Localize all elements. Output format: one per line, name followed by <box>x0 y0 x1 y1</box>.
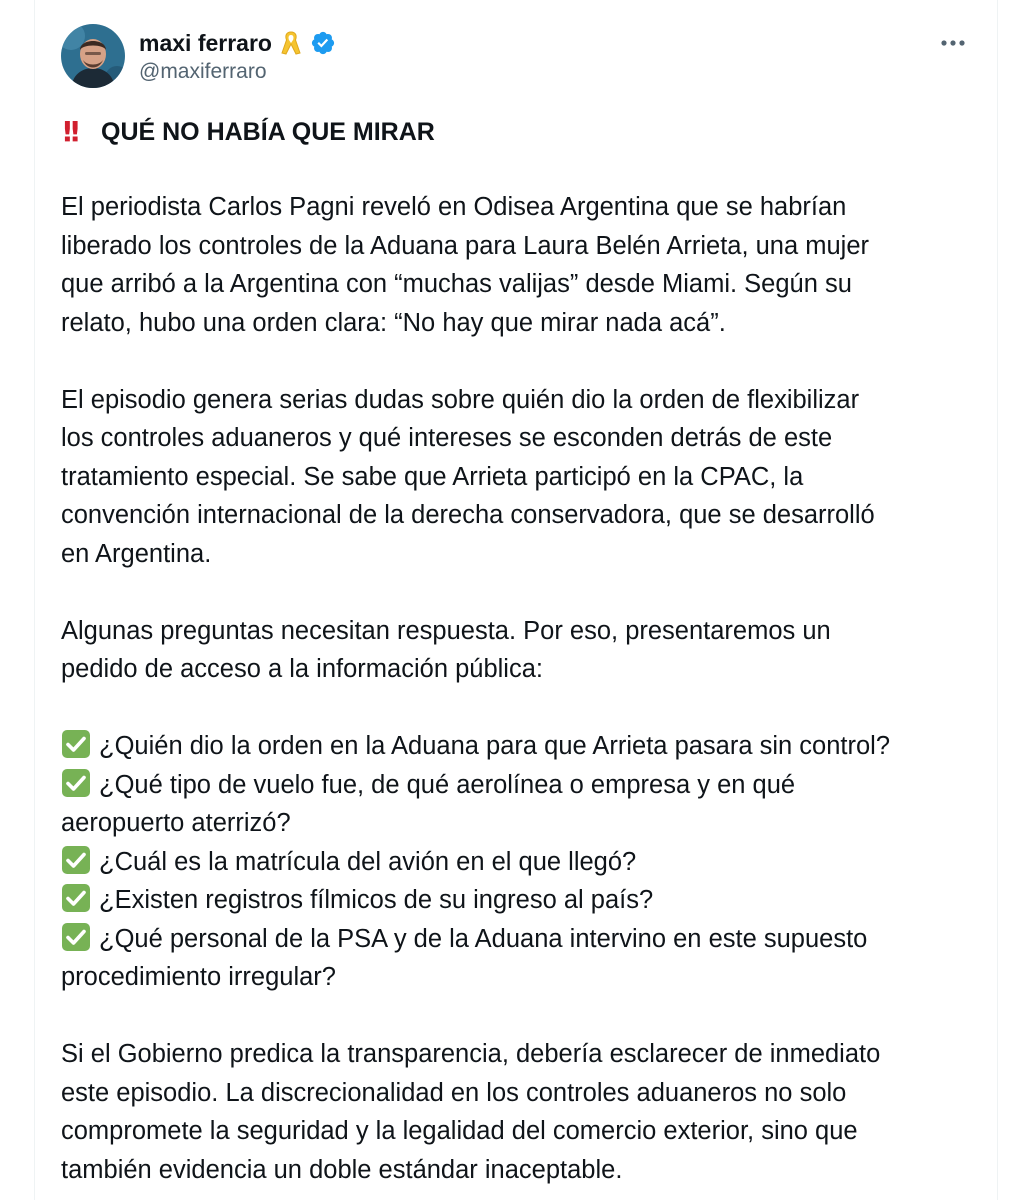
question-text: ¿Qué tipo de vuelo fue, de qué aerolínea o empresa y en qué <box>99 770 796 799</box>
text-line: este episodio. La discrecionalidad en los controles aduaneros no solo <box>61 1078 847 1107</box>
paragraph-2 <box>61 381 977 574</box>
text-line: liberado los controles de la Aduana para Laura Belén Arrieta, una mujer <box>61 231 870 260</box>
check-mark-button-icon <box>61 768 91 798</box>
tweet-text <box>61 112 977 1189</box>
tweet-card <box>34 0 998 1200</box>
text-line: que arribó a la Argentina con “muchas valijas” desde Miami. Según su <box>61 270 852 298</box>
question-item <box>61 843 977 882</box>
more-horizontal-icon <box>940 39 966 47</box>
question-text: ¿Qué personal de la PSA y de la Aduana intervino en este supuesto <box>99 924 868 953</box>
text-line: Algunas preguntas necesitan respuesta. Por eso, presentaremos un <box>61 616 831 645</box>
verified-badge-icon[interactable] <box>310 30 336 56</box>
question-continuation: aeropuerto aterrizó? <box>61 809 291 837</box>
question-item <box>61 766 977 805</box>
text-line: relato, hubo una orden clara: “No hay que mirar nada acá”. <box>61 308 726 337</box>
display-name[interactable]: maxi ferraro <box>139 29 272 56</box>
double-exclamation-icon: !! <box>61 115 77 148</box>
question-text: ¿Cuál es la matrícula del avión en el que llegó? <box>99 847 637 876</box>
question-text: ¿Existen registros fílmicos de su ingreso al país? <box>99 886 654 914</box>
paragraph-spacer <box>61 342 977 381</box>
text-line: El periodista Carlos Pagni reveló en Odisea Argentina que se habrían <box>61 193 847 221</box>
text-line: Si el Gobierno predica la transparencia, debería esclarecer de inmediato <box>61 1040 881 1068</box>
paragraph-3 <box>61 612 977 689</box>
headline-text: QUÉ NO HABÍA QUE MIRAR <box>101 118 435 146</box>
user-handle[interactable]: @maxiferraro <box>139 60 267 83</box>
text-line: los controles aduaneros y qué intereses se esconden detrás de este <box>61 424 833 452</box>
check-mark-button-icon <box>61 922 91 952</box>
text-line: compromete la seguridad y la legalidad del comercio exterior, sino que <box>61 1117 858 1145</box>
text-line: también evidencia un doble estándar inaceptable. <box>61 1155 623 1184</box>
paragraph-spacer <box>61 573 977 612</box>
check-mark-button-icon <box>61 729 91 759</box>
question-item <box>61 727 977 766</box>
check-mark-button-icon <box>61 883 91 913</box>
question-continuation: procedimiento irregular? <box>61 963 336 991</box>
question-item <box>61 881 977 920</box>
avatar[interactable] <box>61 24 125 88</box>
tweet-headline <box>61 112 977 152</box>
text-line: pedido de acceso a la información pública: <box>61 655 543 683</box>
more-options-button[interactable] <box>935 28 971 58</box>
paragraph-spacer <box>61 997 977 1036</box>
tweet-header <box>61 24 977 90</box>
name-row <box>139 28 336 58</box>
text-line: convención internacional de la derecha conservadora, que se desarrolló <box>61 501 875 529</box>
question-text: ¿Quién dio la orden en la Aduana para que Arrieta pasara sin control? <box>99 732 891 760</box>
paragraph-1 <box>61 188 977 342</box>
text-line: en Argentina. <box>61 539 212 568</box>
text-line: El episodio genera serias dudas sobre quién dio la orden de flexibilizar <box>61 385 860 414</box>
text-line: tratamiento especial. Se sabe que Arrieta participó en la CPAC, la <box>61 462 804 491</box>
paragraph-spacer <box>61 689 977 728</box>
awareness-ribbon-icon <box>278 30 304 56</box>
paragraph-4 <box>61 1035 977 1189</box>
check-mark-button-icon <box>61 845 91 875</box>
questions-list <box>61 727 977 997</box>
question-item <box>61 920 977 959</box>
